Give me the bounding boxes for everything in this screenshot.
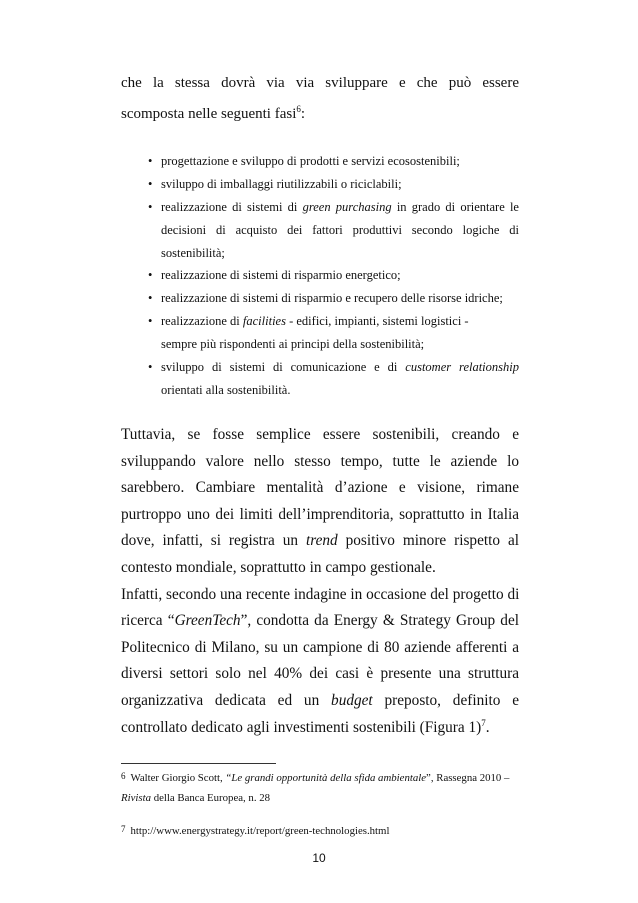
paragraph-text: ”, condotta da Energy & Strategy Group del	[240, 612, 519, 630]
footnote-ref-7[interactable]: 7	[481, 717, 486, 728]
paragraph-text: Tuttavia, se fosse semplice essere sostenibili, creando e	[121, 426, 519, 443]
footnote-emphasis: “Le grandi opportunità della sfida ambientale	[225, 772, 427, 784]
list-item-emphasis: customer relationship	[405, 360, 519, 375]
footnote-number: 6	[121, 771, 126, 781]
bullet-icon: •	[148, 268, 153, 283]
paragraph-emphasis: budget	[331, 691, 373, 709]
footnote-6	[121, 767, 521, 787]
paragraph-line	[121, 502, 519, 529]
paragraph-text: preposto, definito e	[372, 691, 519, 709]
list-item-continuation	[148, 242, 519, 265]
list-item	[148, 173, 519, 196]
paragraph-text: dove, infatti, si registra un	[121, 532, 306, 550]
footnote-text: Walter Giorgio Scott,	[130, 772, 226, 784]
list-item	[148, 287, 519, 310]
paragraph-line	[121, 582, 519, 609]
paragraph-text: Politecnico di Milano, su un campione di 80 aziende afferenti a	[121, 638, 519, 656]
paragraph-line	[121, 449, 519, 476]
paragraph-line	[121, 635, 519, 662]
footnote-emphasis: Rivista	[121, 792, 151, 804]
paragraph-2	[121, 582, 519, 742]
intro-text-2-end: :	[300, 106, 306, 122]
paragraph-text: sarebbero. Cambiare mentalità d’azione e visione, rimane	[121, 479, 519, 497]
list-item-continuation	[148, 333, 519, 356]
paragraph-line	[121, 528, 519, 555]
footnote-7	[121, 820, 521, 840]
list-item-text: orientati alla sostenibilità.	[161, 382, 291, 397]
bullet-icon: •	[148, 314, 153, 329]
footnote-text: della Banca Europea, n. 28	[151, 792, 271, 804]
list-item	[148, 196, 519, 219]
list-item-text: - edifici, impianti, sistemi logistici -	[285, 314, 469, 329]
paragraph-text: controllato dedicato agli investimenti sostenibili (Figura 1)	[121, 718, 482, 736]
list-item-text: realizzazione di sistemi di risparmio energetico;	[161, 268, 401, 283]
page-number: 10	[312, 851, 326, 865]
paragraph-text: .	[485, 718, 490, 736]
paragraph-emphasis: trend	[305, 532, 338, 550]
intro-line-1	[121, 74, 519, 92]
list-item	[148, 150, 519, 173]
list-item-text: sempre più rispondenti ai principi della sostenibilità;	[161, 337, 425, 352]
bullet-icon: •	[148, 154, 153, 168]
list-item-continuation	[148, 379, 519, 402]
paragraph-text: purtroppo uno dei limiti dell’imprenditoria, soprattutto in Italia	[121, 505, 519, 523]
list-item	[148, 356, 519, 379]
footnote-number: 7	[121, 824, 126, 834]
list-item-text: realizzazione di sistemi di	[161, 199, 303, 214]
footnote-divider	[121, 763, 276, 764]
paragraph-text: sviluppando valore nello stesso tempo, tutte le aziende lo	[121, 452, 519, 470]
paragraph-line	[121, 475, 519, 502]
paragraph-line	[121, 715, 519, 742]
bullet-icon: •	[148, 199, 153, 214]
paragraph-text: diversi settori solo nel 40% dei casi è presente una struttura	[121, 665, 519, 683]
footnote-text: ”, Rassegna 2010 –	[426, 772, 510, 784]
list-item-text: sostenibilità;	[161, 245, 225, 260]
bullet-icon: •	[148, 176, 153, 191]
paragraph-line	[121, 608, 519, 635]
list-item-text: sviluppo di sistemi di comunicazione e di	[161, 360, 406, 375]
list-item	[148, 264, 519, 287]
list-item-emphasis: green purchasing	[302, 199, 392, 214]
paragraph-text: positivo minore rispetto al	[337, 532, 519, 550]
paragraph-text: Infatti, secondo una recente indagine in occasione del progetto di	[121, 585, 520, 603]
footnote-ref-6[interactable]: 6	[296, 104, 301, 114]
intro-line-2	[121, 105, 519, 123]
list-item-text: realizzazione di sistemi di risparmio e recupero delle risorse idriche;	[161, 291, 503, 306]
intro-text-2: scomposta nelle seguenti fasi	[121, 106, 297, 122]
paragraph-line	[121, 422, 519, 449]
list-item-text: in grado di orientare le	[391, 199, 519, 214]
paragraph-line	[121, 555, 519, 582]
intro-text-1: che la stessa dovrà via via sviluppare e che può essere	[121, 75, 519, 91]
list-item	[148, 310, 519, 333]
list-item-text: progettazione e sviluppo di prodotti e servizi ecosostenibili;	[161, 154, 460, 168]
paragraph-text: ricerca “	[121, 612, 175, 630]
paragraph-text: contesto mondiale, soprattutto in campo gestionale.	[121, 558, 436, 576]
paragraph-line	[121, 688, 519, 715]
footnote-link[interactable]: http://www.energystrategy.it/report/green-technologies.html	[130, 825, 390, 837]
list-item-emphasis: facilities	[242, 314, 286, 329]
list-item-text: decisioni di acquisto dei fattori produttivi secondo logiche di	[161, 222, 519, 237]
list-item-continuation	[148, 219, 519, 242]
footnote-6-line-2	[121, 789, 521, 807]
bullet-icon: •	[148, 360, 153, 375]
paragraph-emphasis: GreenTech	[174, 612, 241, 630]
bullet-icon: •	[148, 291, 153, 306]
bullet-list	[148, 150, 519, 402]
paragraph-line	[121, 661, 519, 688]
paragraph-1	[121, 422, 519, 582]
list-item-text: realizzazione di	[161, 314, 243, 329]
list-item-text: sviluppo di imballaggi riutilizzabili o riciclabili;	[161, 176, 402, 191]
paragraph-text: organizzativa dedicata ed un	[121, 691, 332, 709]
